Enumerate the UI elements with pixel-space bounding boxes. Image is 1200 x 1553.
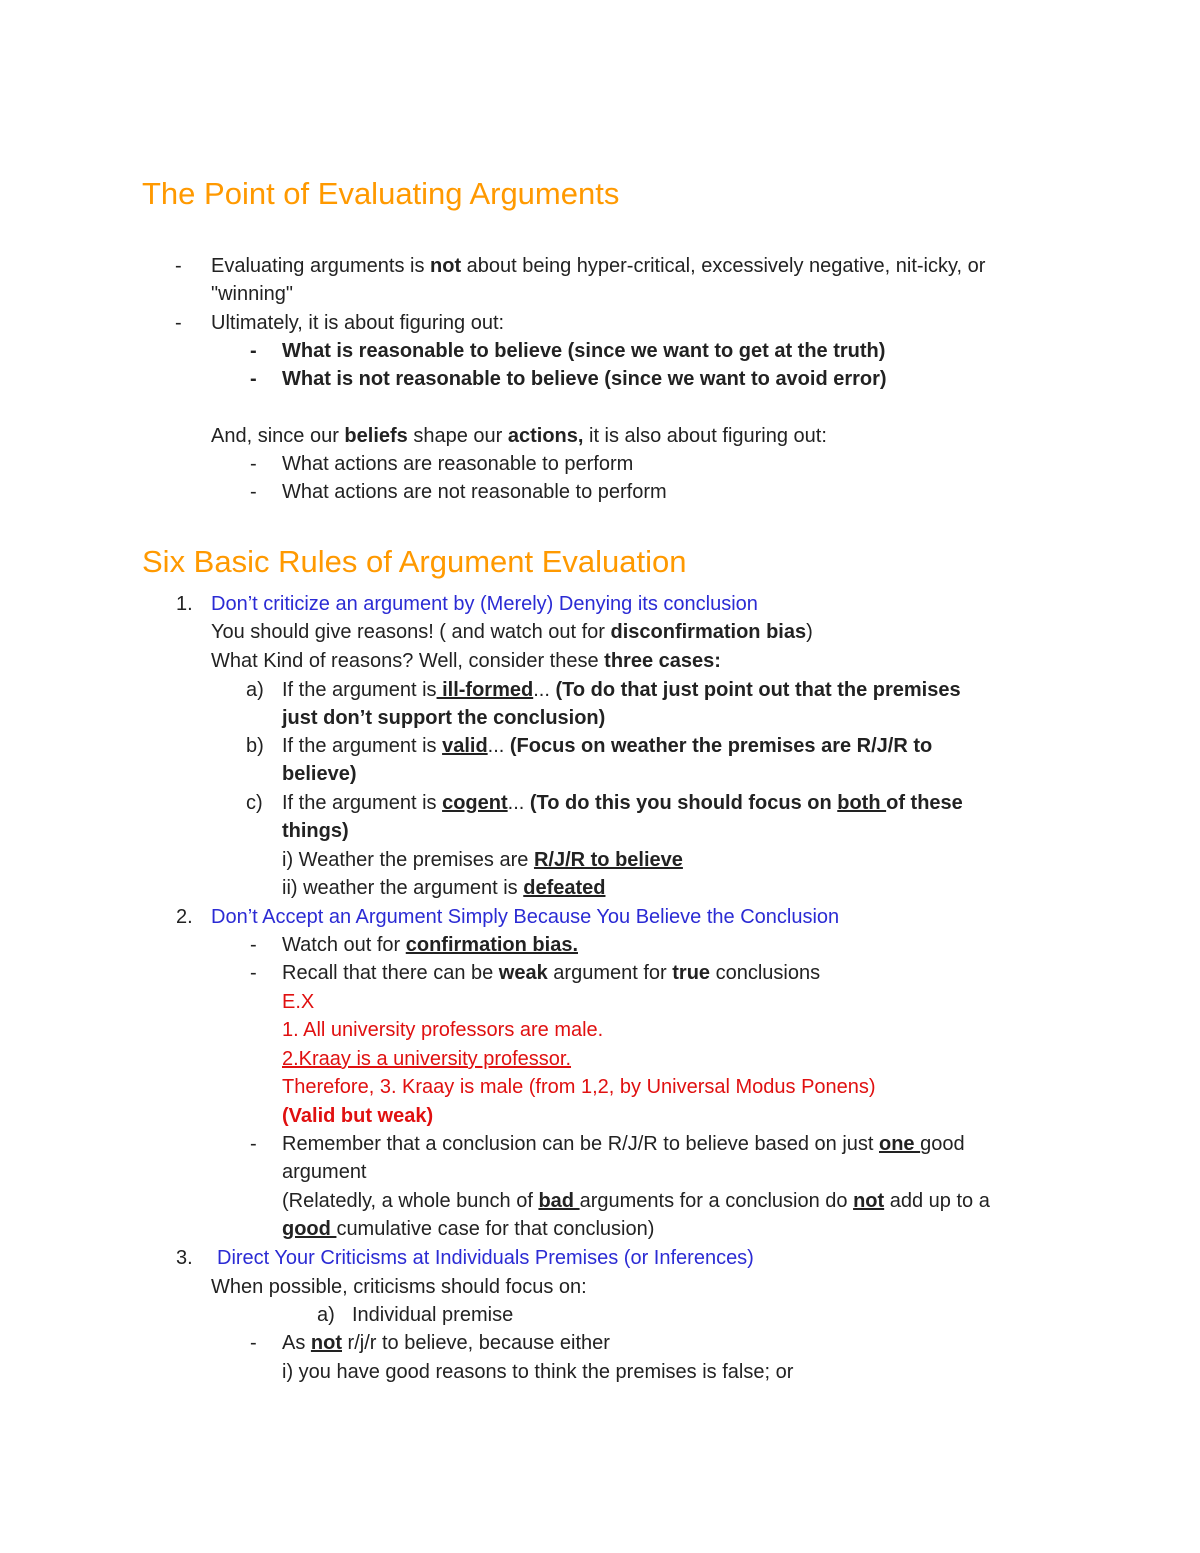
rule-2-bullet-3-cont: argument	[282, 1161, 367, 1183]
point-bullet-1: Evaluating arguments is not about being hyper-critical, excessively negative, nit-icky, or	[211, 255, 986, 277]
rule-1-case-a: If the argument is ill-formed... (To do that just point out that the premises	[282, 679, 961, 701]
rule-3-item-a-marker: a)	[317, 1304, 335, 1326]
example-premise-1: 1. All university professors are male.	[282, 1019, 604, 1041]
rule-2-related-note-cont: good cumulative case for that conclusion)	[282, 1218, 655, 1240]
rule-1-case-a-cont: just don’t support the conclusion)	[282, 707, 606, 729]
rule-1-case-c-cont: things)	[282, 820, 349, 842]
rule-1-number: 1.	[176, 593, 193, 615]
rule-1-case-c-ii: ii) weather the argument is defeated	[282, 877, 606, 899]
bullet-dash: -	[250, 340, 257, 362]
heading-six-basic-rules: Six Basic Rules of Argument Evaluation	[142, 544, 687, 579]
rule-2-bullet-3: Remember that a conclusion can be R/J/R to believe based on just one good	[282, 1133, 965, 1155]
rule-3-number: 3.	[176, 1247, 193, 1269]
heading-point-of-evaluating: The Point of Evaluating Arguments	[142, 176, 620, 211]
bullet-dash: -	[250, 1133, 257, 1155]
rule-1-case-b-cont: believe)	[282, 763, 357, 785]
rule-1-line-1: You should give reasons! ( and watch out for disconfirmation bias)	[211, 621, 813, 643]
bullet-dash: -	[250, 368, 257, 390]
rule-2-number: 2.	[176, 906, 193, 928]
bullet-dash: -	[250, 453, 257, 475]
rule-2-bullet-1: Watch out for confirmation bias.	[282, 934, 578, 956]
rule-1-line-2: What Kind of reasons? Well, consider these three cases:	[211, 650, 721, 672]
bullet-dash: -	[250, 934, 257, 956]
bullet-dash: -	[250, 962, 257, 984]
example-conclusion: Therefore, 3. Kraay is male (from 1,2, by Universal Modus Ponens)	[282, 1076, 876, 1098]
rule-2-bullet-2: Recall that there can be weak argument for true conclusions	[282, 962, 821, 984]
bullet-dash: -	[175, 312, 182, 334]
point-sub-bullet-1: What is reasonable to believe (since we want to get at the truth)	[282, 340, 886, 362]
rule-1-case-c: If the argument is cogent... (To do this you should focus on both of these	[282, 792, 963, 814]
rule-1-case-c-marker: c)	[246, 792, 263, 814]
rule-3-title: Direct Your Criticisms at Individuals Premises (or Inferences)	[217, 1247, 754, 1269]
rule-3-line-1: When possible, criticisms should focus on:	[211, 1276, 587, 1298]
actions-bullet-2: What actions are not reasonable to perform	[282, 481, 667, 503]
point-bullet-2: Ultimately, it is about figuring out:	[211, 312, 505, 334]
rule-1-case-c-i: i) Weather the premises are R/J/R to believe	[282, 849, 683, 871]
point-actions-intro: And, since our beliefs shape our actions, it is also about figuring out:	[211, 425, 827, 447]
rule-2-related-note: (Relatedly, a whole bunch of bad arguments for a conclusion do not add up to a	[282, 1190, 990, 1212]
rule-1-case-b: If the argument is valid... (Focus on weather the premises are R/J/R to	[282, 735, 933, 757]
actions-bullet-1: What actions are reasonable to perform	[282, 453, 634, 475]
rule-1-case-a-marker: a)	[246, 679, 264, 701]
bullet-dash: -	[175, 255, 182, 277]
rule-1-title: Don’t criticize an argument by (Merely) Denying its conclusion	[211, 593, 758, 615]
bullet-dash: -	[250, 481, 257, 503]
rule-3-bullet-1-i: i) you have good reasons to think the premises is false; or	[282, 1361, 794, 1383]
example-verdict: (Valid but weak)	[282, 1105, 434, 1127]
rule-2-title: Don’t Accept an Argument Simply Because You Believe the Conclusion	[211, 906, 840, 928]
rule-3-item-a: Individual premise	[352, 1304, 514, 1326]
example-label: E.X	[282, 991, 315, 1013]
point-sub-bullet-2: What is not reasonable to believe (since we want to avoid error)	[282, 368, 887, 390]
rule-1-case-b-marker: b)	[246, 735, 264, 757]
rule-3-bullet-1: As not r/j/r to believe, because either	[282, 1332, 610, 1354]
point-bullet-1-cont: "winning"	[211, 283, 294, 305]
example-premise-2: 2.Kraay is a university professor.	[282, 1048, 572, 1070]
bullet-dash: -	[250, 1332, 257, 1354]
